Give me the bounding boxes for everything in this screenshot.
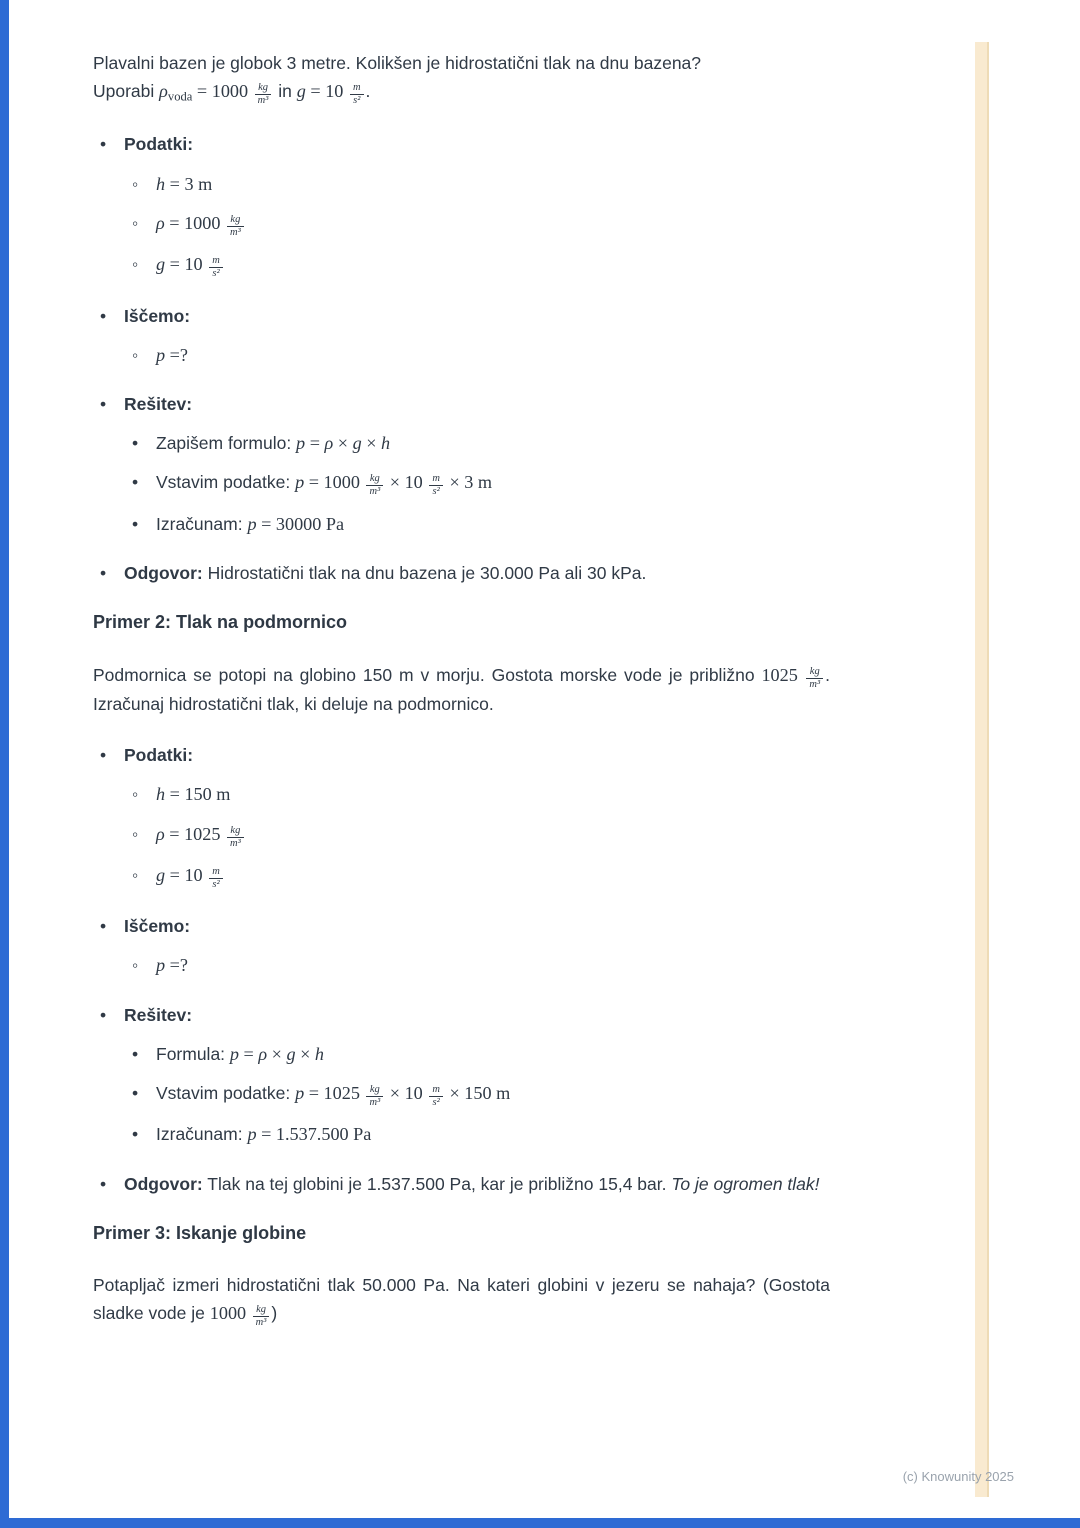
text-run: p xyxy=(247,1124,257,1145)
resitev-step xyxy=(156,468,830,498)
text-run: g xyxy=(352,432,362,453)
text-run: Rešitev: xyxy=(124,393,193,414)
text-run: Vstavim podatke: xyxy=(156,1082,296,1103)
resitev-step xyxy=(156,510,830,538)
podatki-item xyxy=(156,170,830,198)
list-item xyxy=(93,391,830,418)
resitev-label xyxy=(124,391,830,418)
list-item xyxy=(93,1171,830,1198)
ex1-podatki-group xyxy=(93,131,830,280)
text-run: p xyxy=(156,955,166,976)
text-run: h xyxy=(156,784,166,805)
text-run: = 1025 xyxy=(304,1082,365,1103)
text-run: Vstavim podatke: xyxy=(156,472,296,493)
text-run: p xyxy=(295,472,305,493)
text-run: g xyxy=(156,254,166,275)
list-item xyxy=(93,303,830,330)
text-run: × xyxy=(333,432,353,453)
text-run: p xyxy=(295,1082,305,1103)
text-run: Iščemo: xyxy=(124,305,191,326)
podatki-item xyxy=(156,861,830,891)
fraction: $\frac{m}{\text{s²}}$ xyxy=(429,473,443,498)
text-run: = xyxy=(305,432,325,453)
text-run: h xyxy=(381,432,391,453)
bullet-disc-icon: • xyxy=(100,745,107,766)
list-item xyxy=(93,250,830,280)
text-run: 1025 xyxy=(761,664,805,685)
text-run: 1000 xyxy=(209,1302,251,1323)
odgovor-text xyxy=(124,560,830,587)
text-run: = 1025 xyxy=(164,823,226,844)
text-run: × xyxy=(267,1043,287,1064)
text-run: × 10 xyxy=(385,472,428,493)
bullet-disc-icon: • xyxy=(100,562,107,583)
ex3-paragraph xyxy=(93,1272,830,1329)
resitev-label xyxy=(124,1002,830,1029)
podatki-item xyxy=(156,209,830,239)
list-item xyxy=(93,951,830,979)
resitev-step xyxy=(156,1120,830,1148)
iscemo-item xyxy=(156,951,830,979)
text-run: Odgovor: xyxy=(124,1173,203,1194)
text-run: =? xyxy=(165,344,188,365)
list-item xyxy=(93,780,830,808)
list-item xyxy=(93,742,830,769)
fraction: $\frac{kg}{\text{m³}}$ xyxy=(253,1304,270,1329)
text-run: = 1000 xyxy=(164,212,226,233)
text-run: = 10 xyxy=(165,254,208,275)
fraction: $\frac{kg}{\text{m³}}$ xyxy=(227,825,244,850)
heading-primer-2: Primer 2: Tlak na podmornico xyxy=(93,611,348,632)
text-run: g xyxy=(286,1043,296,1064)
text-run: = 150 m xyxy=(165,784,231,805)
text-run: Formula: xyxy=(156,1043,230,1064)
text-run: ρ xyxy=(156,823,165,844)
text-run: Tlak na tej globini je 1.537.500 Pa, kar je približno 15,4 bar. xyxy=(202,1173,672,1194)
text-run: g xyxy=(156,864,166,885)
ex2-paragraph xyxy=(93,661,830,718)
list-item xyxy=(93,1120,830,1148)
text-run: ) xyxy=(271,1302,278,1323)
text-run: Podmornica se potopi na globino 150 m v morju. Gostota morske vode je približno xyxy=(93,664,762,685)
text-run: = 10 xyxy=(165,864,208,885)
text-run: × xyxy=(361,432,382,453)
bullet-disc-icon: • xyxy=(132,1043,139,1064)
footer-credit: (c) Knowunity 2025 xyxy=(902,1469,1014,1484)
list-item xyxy=(93,820,830,850)
text-run: To je ogromen tlak! xyxy=(671,1173,820,1194)
text-run: Rešitev: xyxy=(124,1004,193,1025)
text-run: Plavalni bazen je globok 3 metre. Kolikšen je hidrostatični tlak na dnu bazena? xyxy=(93,53,702,73)
podatki-label xyxy=(124,742,830,769)
fraction: $\frac{kg}{\text{m³}}$ xyxy=(366,1084,383,1109)
text-run: × 3 m xyxy=(444,472,493,493)
bullet-circle-icon: ◦ xyxy=(132,823,139,844)
bullet-disc-icon: • xyxy=(100,916,107,937)
bullet-circle-icon: ◦ xyxy=(132,955,139,976)
ex1-odgovor xyxy=(93,560,830,587)
text-run: = 3 m xyxy=(165,173,213,194)
bullet-disc-icon: • xyxy=(132,432,139,453)
text-run: × 150 m xyxy=(444,1082,511,1103)
bullet-disc-icon: • xyxy=(100,1173,107,1194)
list-item xyxy=(93,510,830,538)
text-run: h xyxy=(314,1043,324,1064)
list-item xyxy=(93,341,830,369)
bullet-circle-icon: ◦ xyxy=(132,212,139,233)
bullet-disc-icon: • xyxy=(100,305,107,326)
text-run: Hidrostatični tlak na dnu bazena je 30.000 Pa ali 30 kPa. xyxy=(202,562,647,583)
text-run: Izračunam: xyxy=(156,1124,248,1145)
fraction: $\frac{m}{\text{s²}}$ xyxy=(209,255,223,280)
ex2-odgovor xyxy=(93,1171,830,1198)
odgovor-text xyxy=(124,1171,830,1198)
podatki-item xyxy=(156,780,830,808)
bullet-disc-icon: • xyxy=(100,393,107,414)
fraction: $\frac{kg}{\text{m³}}$ xyxy=(366,473,383,498)
text-run: voda xyxy=(167,89,193,104)
fraction: $\frac{kg}{\text{m³}}$ xyxy=(806,666,823,691)
text-run: ρ xyxy=(324,432,334,453)
ex2-resitev-group xyxy=(93,1002,830,1149)
text-run: Potapljač izmeri hidrostatični tlak 50.000 Pa. Na kateri globini v jezeru se nahaja? (Gostota sladke vode je xyxy=(93,1274,830,1323)
text-run: ρ xyxy=(156,212,165,233)
bottom-accent-bar xyxy=(0,1518,1080,1528)
fraction: $\frac{m}{\text{s²}}$ xyxy=(350,82,364,107)
text-run: . Izračunaj hidrostatični tlak, ki deluje na podmornico. xyxy=(93,664,830,715)
list-item xyxy=(93,429,830,457)
resitev-step xyxy=(156,429,830,457)
bullet-disc-icon: • xyxy=(100,134,107,155)
text-run: Odgovor: xyxy=(124,562,203,583)
fraction: $\frac{m}{\text{s²}}$ xyxy=(209,866,223,891)
text-run: Uporabi xyxy=(93,81,160,102)
podatki-item xyxy=(156,820,830,850)
text-run: in xyxy=(273,81,297,102)
podatki-label xyxy=(124,131,830,158)
bullet-circle-icon: ◦ xyxy=(132,344,139,365)
text-run: Podatki: xyxy=(124,745,194,766)
text-run: p xyxy=(247,513,257,534)
text-run: = xyxy=(239,1043,259,1064)
bullet-circle-icon: ◦ xyxy=(132,173,139,194)
list-item xyxy=(93,209,830,239)
text-run: Izračunam: xyxy=(156,513,248,534)
list-item xyxy=(93,913,830,940)
ex1-iscemo-group xyxy=(93,303,830,369)
bullet-circle-icon: ◦ xyxy=(132,864,139,885)
bullet-disc-icon: • xyxy=(132,1082,139,1103)
list-item xyxy=(93,170,830,198)
fraction: $\frac{m}{\text{s²}}$ xyxy=(429,1084,443,1109)
fraction: $\frac{kg}{\text{m³}}$ xyxy=(227,214,244,239)
text-run: Podatki: xyxy=(124,134,194,155)
bullet-circle-icon: ◦ xyxy=(132,254,139,275)
left-accent-bar xyxy=(0,0,9,1528)
resitev-step xyxy=(156,1040,830,1068)
text-run: = 1000 xyxy=(304,472,365,493)
list-item xyxy=(93,468,830,498)
text-run: ρ xyxy=(159,81,168,102)
list-item xyxy=(93,560,830,587)
bullet-disc-icon: • xyxy=(100,1004,107,1025)
text-run: g xyxy=(296,81,306,102)
list-item xyxy=(93,1002,830,1029)
text-run: = 10 xyxy=(305,81,348,102)
text-run: p xyxy=(229,1043,239,1064)
bullet-circle-icon: ◦ xyxy=(132,784,139,805)
heading-primer-3: Primer 3: Iskanje globine xyxy=(93,1222,307,1243)
text-run: = 1000 xyxy=(192,81,253,102)
right-highlight-stripe xyxy=(975,42,989,1497)
text-run: p xyxy=(296,432,306,453)
text-run: Zapišem formulo: xyxy=(156,432,297,453)
list-item xyxy=(93,1079,830,1109)
text-run: =? xyxy=(165,955,188,976)
text-run: Iščemo: xyxy=(124,916,191,937)
text-run: × 10 xyxy=(385,1082,428,1103)
document-content xyxy=(93,50,830,1353)
iscemo-item xyxy=(156,341,830,369)
text-run: p xyxy=(156,344,166,365)
bullet-disc-icon: • xyxy=(132,1124,139,1145)
resitev-step xyxy=(156,1079,830,1109)
ex2-podatki-group xyxy=(93,742,830,891)
text-run: . xyxy=(365,81,371,102)
ex1-resitev-group xyxy=(93,391,830,538)
list-item xyxy=(93,131,830,158)
text-run: = 1.537.500 Pa xyxy=(256,1124,372,1145)
ex2-iscemo-group xyxy=(93,913,830,979)
podatki-item xyxy=(156,250,830,280)
list-item xyxy=(93,861,830,891)
text-run: ρ xyxy=(258,1043,268,1064)
bullet-disc-icon: • xyxy=(132,472,139,493)
text-run: = 30000 Pa xyxy=(256,513,345,534)
intro-paragraph xyxy=(93,50,830,107)
bullet-disc-icon: • xyxy=(132,513,139,534)
text-run: × xyxy=(295,1043,315,1064)
text-run: h xyxy=(156,173,166,194)
iscemo-label xyxy=(124,913,830,940)
list-item xyxy=(93,1040,830,1068)
fraction: $\frac{kg}{\text{m³}}$ xyxy=(255,82,272,107)
iscemo-label xyxy=(124,303,830,330)
